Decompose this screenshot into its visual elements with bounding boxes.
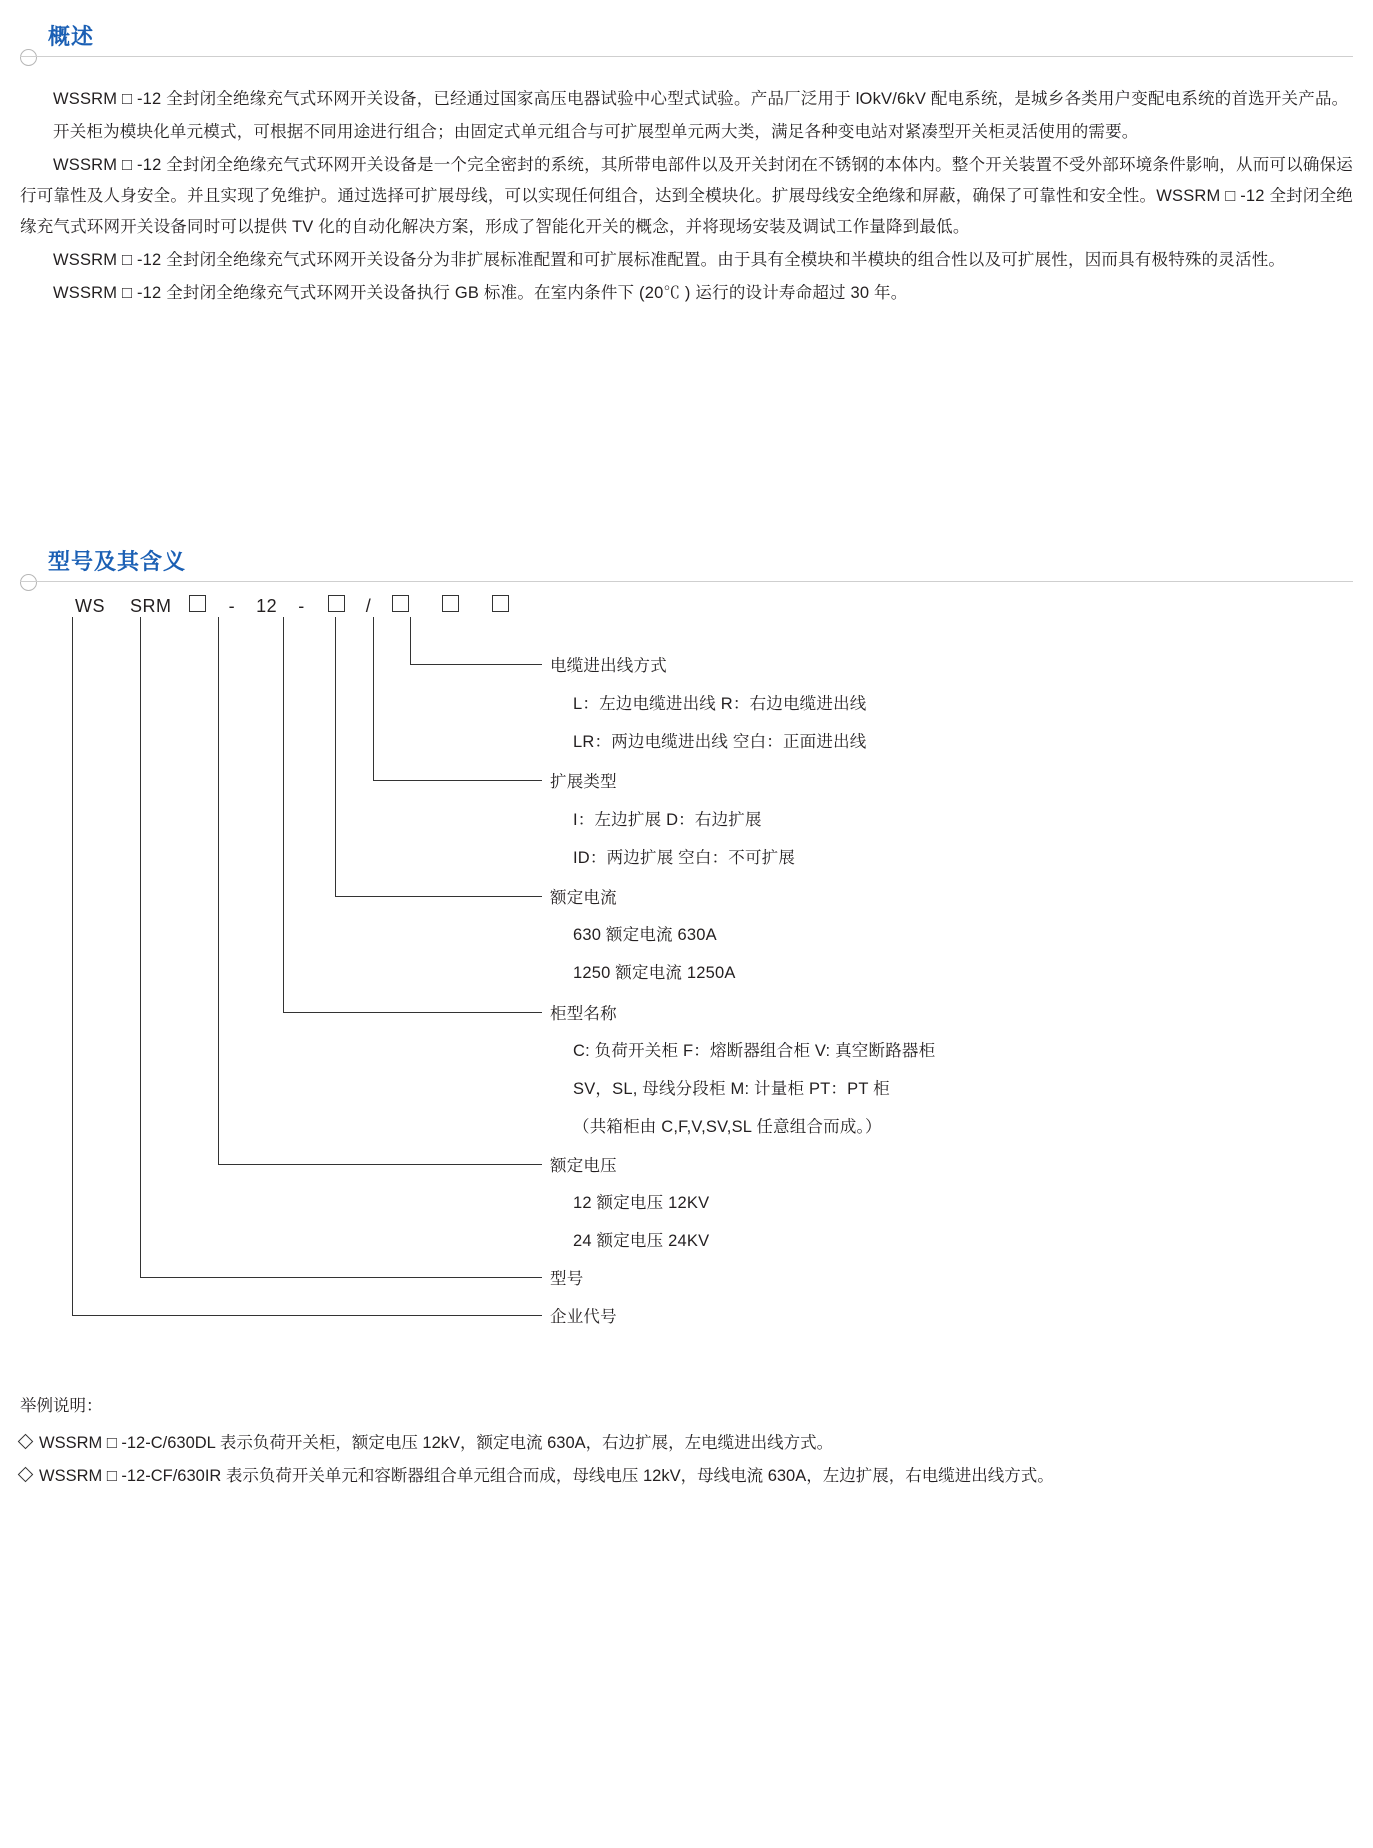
paragraph: 开关柜为模块化单元模式，可根据不同用途进行组合；由固定式单元组合与可扩展型单元两大类，满足各种变电站对紧凑型开关柜灵活使用的需要。 <box>53 123 1139 141</box>
legend-label-cabinet-name: 柜型名称 <box>550 1005 617 1023</box>
legend-sub: 1250 额定电流 1250A <box>573 964 736 982</box>
legend-label-company-code: 企业代号 <box>550 1308 617 1326</box>
leader-line-vertical <box>283 617 284 1012</box>
leader-line-vertical <box>335 617 336 896</box>
legend-label-model: 型号 <box>550 1270 584 1288</box>
section-overview-header <box>20 20 1353 64</box>
legend-sub: LR：两边电缆进出线 空白：正面进出线 <box>573 733 867 751</box>
legend-sub: （共箱柜由 C,F,V,SV,SL 任意组合而成。） <box>573 1118 882 1136</box>
code-series: SRM <box>130 596 172 616</box>
legend-label-extension-type: 扩展类型 <box>550 773 617 791</box>
leader-line-vertical <box>373 617 374 780</box>
legend-sub: ID：两边扩展 空白：不可扩展 <box>573 849 796 867</box>
section-model <box>20 545 1353 1326</box>
legend-sub: 630 额定电流 630A <box>573 926 717 944</box>
section-overview-title: 概述 <box>48 24 95 49</box>
diamond-bullet-icon <box>18 1467 34 1483</box>
ring-icon <box>20 574 37 591</box>
diamond-bullet-icon <box>18 1434 34 1450</box>
code-dash-2: - <box>298 596 305 616</box>
leader-line-horizontal <box>140 1277 542 1278</box>
model-code-row <box>75 595 509 617</box>
overview-body <box>20 84 1353 309</box>
paragraph: WSSRM □ -12 全封闭全绝缘充气式环网开关设备分为非扩展标准配置和可扩展标准配置。由于具有全模块和半模块的组合性以及可扩展性，因而具有极特殊的灵活性。 <box>53 251 1286 269</box>
divider <box>20 581 1353 582</box>
legend-label-rated-voltage: 额定电压 <box>550 1157 617 1175</box>
example-item <box>20 1427 1360 1460</box>
leader-line-vertical <box>140 617 141 1277</box>
leader-line-horizontal <box>72 1315 542 1316</box>
paragraph: WSSRM □ -12 全封闭全绝缘充气式环网开关设备是一个完全密封的系统，其所带电部件以及开关封闭在不锈钢的本体内。整个开关装置不受外部环境条件影响，从而可以确保运行可靠性及人身安全。并且实现了免维护。通过选择可扩展母线，可以实现任何组合，达到全模块化。扩展母线安全绝缘和屏蔽，确保了可靠性和安全性。WSSRM □ -12 全封闭全绝缘充气式环网开关设备同时可以提供 TV 化的自动化解决方案，形成了智能化开关的概念，并将现场安装及调试工作量降到最低。 <box>20 156 1353 236</box>
section-model-header <box>20 545 1353 589</box>
legend-sub: SV，SL, 母线分段柜 M: 计量柜 PT：PT 柜 <box>573 1080 890 1098</box>
code-box-cable <box>492 595 509 612</box>
divider <box>20 56 1353 57</box>
model-code-diagram <box>40 589 1373 1349</box>
code-box-type <box>328 595 345 612</box>
legend-sub: 12 额定电压 12KV <box>573 1194 710 1212</box>
leader-line-horizontal <box>410 664 542 665</box>
legend-sub: 24 额定电压 24KV <box>573 1232 710 1250</box>
code-voltage: 12 <box>256 596 278 616</box>
leader-line-vertical <box>218 617 219 1164</box>
example-text: WSSRM □ -12-CF/630IR 表示负荷开关单元和容断器组合单元组合而成，母线电压 12kV，母线电流 630A，左边扩展，右电缆进出线方式。 <box>39 1467 1054 1485</box>
leader-line-horizontal <box>373 780 542 781</box>
paragraph: WSSRM □ -12 全封闭全绝缘充气式环网开关设备执行 GB 标准。在室内条件下 (20℃ ) 运行的设计寿命超过 30 年。 <box>53 284 908 302</box>
leader-line-horizontal <box>283 1012 542 1013</box>
section-overview <box>20 20 1353 311</box>
leader-line-vertical <box>410 617 411 664</box>
legend-sub: C: 负荷开关柜 F：熔断器组合柜 V: 真空断路器柜 <box>573 1042 936 1060</box>
example-item <box>20 1460 1360 1493</box>
code-box-current <box>392 595 409 612</box>
code-slash: / <box>365 596 372 616</box>
legend-sub: L：左边电缆进出线 R：右边电缆进出线 <box>573 695 867 713</box>
ring-icon <box>20 49 37 66</box>
code-prefix: WS <box>75 596 105 616</box>
section-model-title: 型号及其含义 <box>48 549 187 574</box>
leader-line-vertical <box>72 617 73 1315</box>
legend-label-rated-current: 额定电流 <box>550 889 617 907</box>
examples-block <box>20 1390 1360 1493</box>
legend-sub: I：左边扩展 D：右边扩展 <box>573 811 762 829</box>
examples-title: 举例说明： <box>20 1397 103 1415</box>
leader-line-horizontal <box>218 1164 542 1165</box>
code-dash-1: - <box>228 596 236 616</box>
code-box-cabinet <box>189 595 206 612</box>
example-text: WSSRM □ -12-C/630DL 表示负荷开关柜，额定电压 12kV，额定电流 630A，右边扩展，左电缆进出线方式。 <box>39 1434 834 1452</box>
legend-label-cable-entry: 电缆进出线方式 <box>550 657 667 675</box>
code-box-extension <box>442 595 459 612</box>
leader-line-horizontal <box>335 896 542 897</box>
paragraph: WSSRM □ -12 全封闭全绝缘充气式环网开关设备，已经通过国家高压电器试验中心型式试验。产品厂泛用于 lOkV/6kV 配电系统，是城乡各类用户变配电系统的首选开关产品。 <box>53 90 1349 108</box>
